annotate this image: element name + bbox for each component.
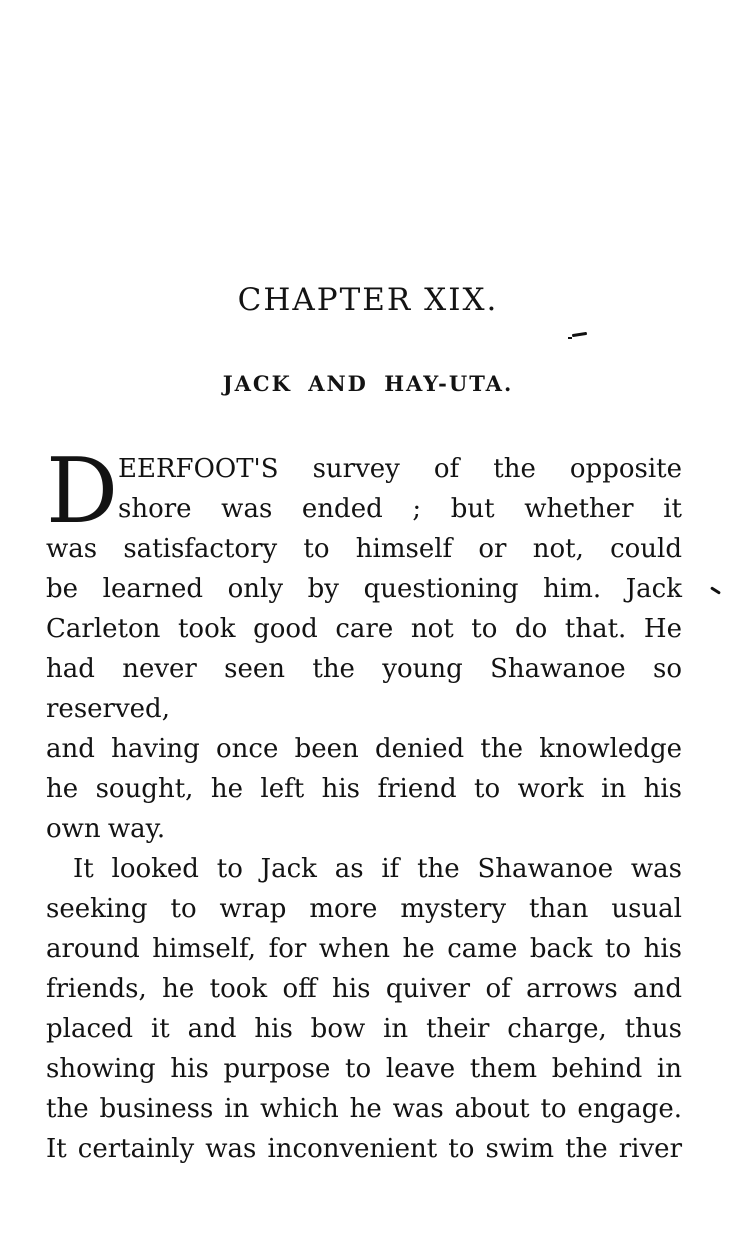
text-line: own way. — [46, 814, 166, 844]
text-line: It looked to Jack as if the Shawanoe was — [73, 854, 682, 884]
text-line: and having once been denied the knowledge — [46, 734, 682, 764]
text-line: placed it and his bow in their charge, thus — [46, 1014, 682, 1044]
text-line: had never seen the young Shawanoe so reserved, — [46, 654, 682, 724]
section-subtitle: JACK AND HAY-UTA. — [222, 371, 514, 396]
text-line: shore was ended ; but whether it — [118, 494, 682, 524]
text-line: the business in which he was about to engage. — [46, 1094, 682, 1124]
paragraph-second — [46, 849, 682, 1169]
ink-speck-dash — [572, 332, 587, 337]
chapter-heading: CHAPTER XIX. — [237, 282, 499, 318]
text-line: seeking to wrap more mystery than usual — [46, 894, 682, 924]
text-line: was satisfactory to himself or not, could — [46, 534, 682, 564]
text-line: friends, he took off his quiver of arrows and — [46, 974, 682, 1004]
text-line: showing his purpose to leave them behind in — [46, 1054, 682, 1084]
body-text — [46, 439, 682, 1169]
text-line: EERFOOT'S survey of the opposite — [118, 454, 682, 484]
text-line: It certainly was inconvenient to swim the river — [46, 1134, 682, 1164]
text-line: Carleton took good care not to do that. He — [46, 614, 682, 644]
ink-speck-dot — [568, 337, 572, 339]
paragraph-first — [46, 439, 682, 849]
text-line: he sought, he left his friend to work in his — [46, 774, 682, 804]
drop-cap-letter: D — [46, 439, 119, 544]
text-line: be learned only by questioning him. Jack — [46, 574, 682, 604]
text-line: around himself, for when he came back to his — [46, 934, 682, 964]
ink-speck-stroke — [710, 586, 721, 595]
